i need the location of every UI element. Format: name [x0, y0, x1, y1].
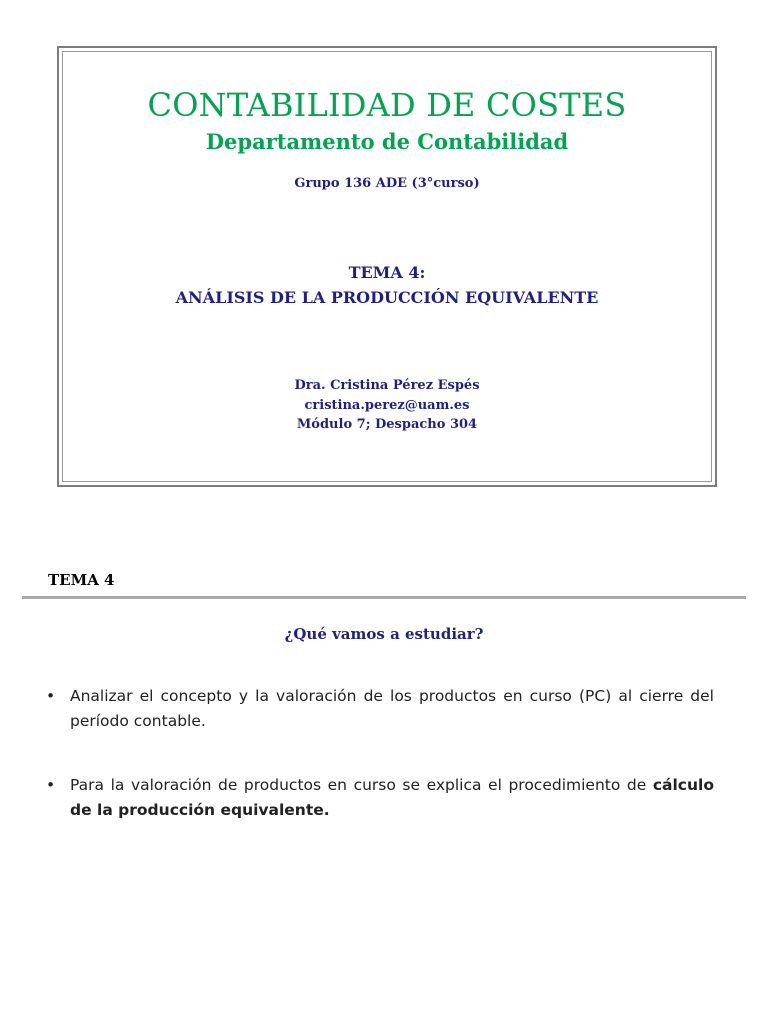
author-office: Módulo 7; Despacho 304: [296, 417, 478, 432]
bullet-text: [70, 773, 714, 823]
section-question: ¿Qué vamos a estudiar?: [284, 625, 484, 643]
bullet-bold-text: cálculo de la producción equivalente.: [70, 776, 714, 819]
group-label: Grupo 136 ADE (3°curso): [294, 176, 480, 191]
list-item: [46, 773, 714, 823]
bullet-icon: •: [46, 776, 56, 794]
bullet-icon: •: [46, 687, 56, 705]
title-slide-inner-frame: [62, 51, 712, 482]
bullet-text-content: Analizar el concepto y la valoración de los productos en curso (PC) al cierre del período contable.: [70, 687, 714, 730]
title-slide-frame: [57, 46, 717, 487]
bullet-text-content: Para la valoración de productos en curso se explica el procedimiento de: [70, 776, 653, 794]
author-email: cristina.perez@uam.es: [304, 398, 470, 413]
bullet-text: [70, 684, 714, 734]
tema-title: ANÁLISIS DE LA PRODUCCIÓN EQUIVALENTE: [175, 288, 599, 307]
section-heading: TEMA 4: [48, 571, 115, 589]
department-name: Departamento de Contabilidad: [205, 129, 569, 154]
tema-number: TEMA 4:: [348, 263, 426, 282]
bullet-list: [46, 684, 714, 862]
section-divider: [22, 596, 746, 599]
course-title: CONTABILIDAD DE COSTES: [147, 86, 627, 124]
author-name: Dra. Cristina Pérez Espés: [294, 378, 480, 393]
list-item: [46, 684, 714, 734]
